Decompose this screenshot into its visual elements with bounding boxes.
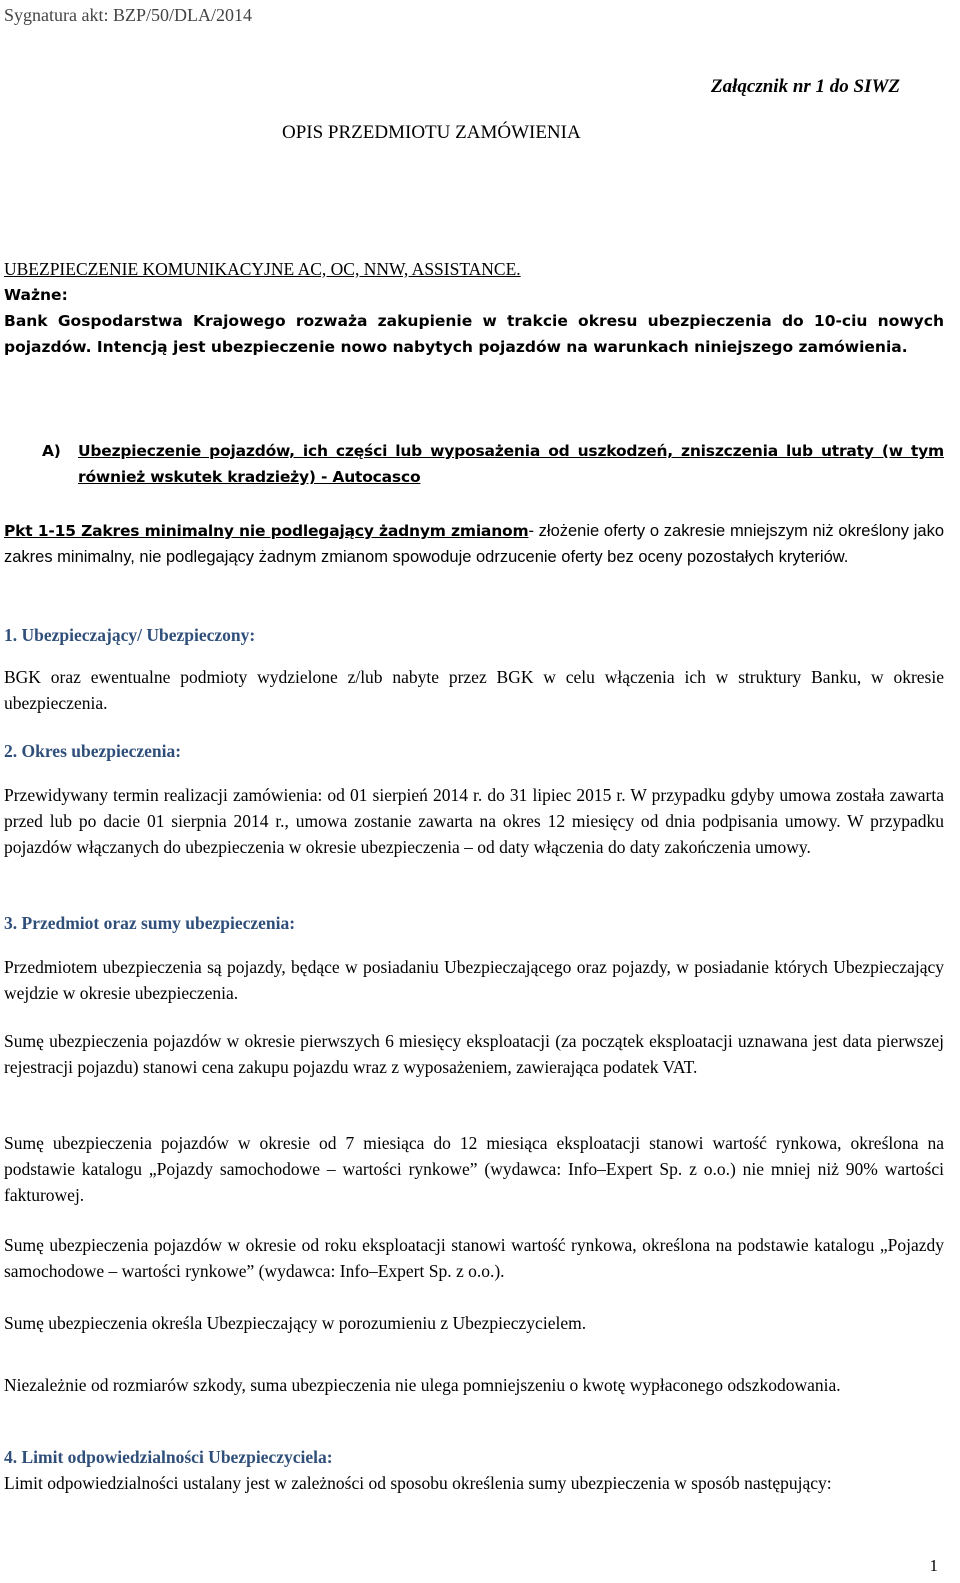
section-3-paragraph-6: Niezależnie od rozmiarów szkody, suma ubezpieczenia nie ulega pomniejszeniu o kwotę wypłaconego odszkodowania.	[4, 1375, 841, 1395]
important-text: Bank Gospodarstwa Krajowego rozważa zakupienie w trakcie okresu ubezpieczenia do 10-ciu nowych pojazdów. Intencją jest ubezpieczenie nowo nabytych pojazdów na warunkach niniejszego zamówienia.	[4, 312, 944, 356]
case-signature: Sygnatura akt: BZP/50/DLA/2014	[4, 5, 252, 25]
section-a-title: Ubezpieczenie pojazdów, ich części lub wyposażenia od uszkodzeń, zniszczenia lub utraty (w tym również wskutek kradzieży) - Autocasco	[78, 442, 944, 486]
annex-label: Załącznik nr 1 do SIWZ	[711, 76, 900, 97]
section-4-heading: 4. Limit odpowiedzialności Ubezpieczyciela:	[4, 1447, 333, 1467]
section-3-paragraph-3: Sumę ubezpieczenia pojazdów w okresie od 7 miesiąca do 12 miesiąca eksploatacji stanowi wartość rynkowa, określona na podstawie katalogu „Pojazdy samochodowe – wartości rynkowe” (wydawca: Info–Expert Sp. z o.o.) nie mniej niż 90% wartości fakturowej.	[4, 1133, 944, 1205]
pkt-paragraph	[4, 518, 944, 570]
pkt-text: - złożenie oferty o zakresie mniejszym niż określony jako zakres minimalny, nie podlegający żadnym zmianom spowoduje odrzucenie oferty bez oceny pozostałych kryteriów.	[4, 522, 944, 566]
section-3-heading: 3. Przedmiot oraz sumy ubezpieczenia:	[4, 913, 296, 933]
section-2-text: Przewidywany termin realizacji zamówienia: od 01 sierpień 2014 r. do 31 lipiec 2015 r. W przypadku gdyby umowa została zawarta przed lub po dacie 01 sierpnia 2014 r., umowa zostanie zawarta na okres 12 miesięcy od dnia podpisania umowy. W przypadku pojazdów włączanych do ubezpieczenia w okresie ubezpieczenia – od daty włączenia do daty zakończenia umowy.	[4, 785, 944, 857]
important-note	[4, 282, 944, 360]
document-title: OPIS PRZEDMIOTU ZAMÓWIENIA	[282, 122, 581, 143]
section-3-paragraph-2: Sumę ubezpieczenia pojazdów w okresie pierwszych 6 miesięcy eksploatacji (za początek eksploatacji uznawana jest data pierwszej rejestracji pojazdu) stanowi cena zakupu pojazdu wraz z wyposażeniem, zawierająca podatek VAT.	[4, 1031, 944, 1077]
section-a-row	[4, 438, 944, 490]
section-a	[4, 438, 944, 490]
subject-line: UBEZPIECZENIE KOMUNIKACYJNE AC, OC, NNW, ASSISTANCE.	[4, 259, 521, 279]
section-4-text: Limit odpowiedzialności ustalany jest w zależności od sposobu określenia sumy ubezpieczenia w sposób następujący:	[4, 1473, 832, 1493]
page-number: 1	[929, 1556, 938, 1575]
section-3-paragraph-1: Przedmiotem ubezpieczenia są pojazdy, będące w posiadaniu Ubezpieczającego oraz pojazdy, w posiadanie których Ubezpieczający wejdzie w okresie ubezpieczenia.	[4, 957, 944, 1003]
section-a-marker: A)	[42, 442, 61, 460]
pkt-label: Pkt 1-15 Zakres minimalny nie podlegający żadnym zmianom	[4, 522, 529, 540]
important-label: Ważne:	[4, 286, 68, 304]
section-1-heading: 1. Ubezpieczający/ Ubezpieczony:	[4, 625, 256, 645]
section-3-paragraph-4: Sumę ubezpieczenia pojazdów w okresie od roku eksploatacji stanowi wartość rynkowa, określona na podstawie katalogu „Pojazdy samochodowe – wartości rynkowe” (wydawca: Info–Expert Sp. z o.o.).	[4, 1235, 944, 1281]
section-2-heading: 2. Okres ubezpieczenia:	[4, 741, 182, 761]
section-1-text: BGK oraz ewentualne podmioty wydzielone z/lub nabyte przez BGK w celu włączenia ich w struktury Banku, w okresie ubezpieczenia.	[4, 667, 944, 713]
section-3-paragraph-5: Sumę ubezpieczenia określa Ubezpieczający w porozumieniu z Ubezpieczycielem.	[4, 1313, 587, 1333]
